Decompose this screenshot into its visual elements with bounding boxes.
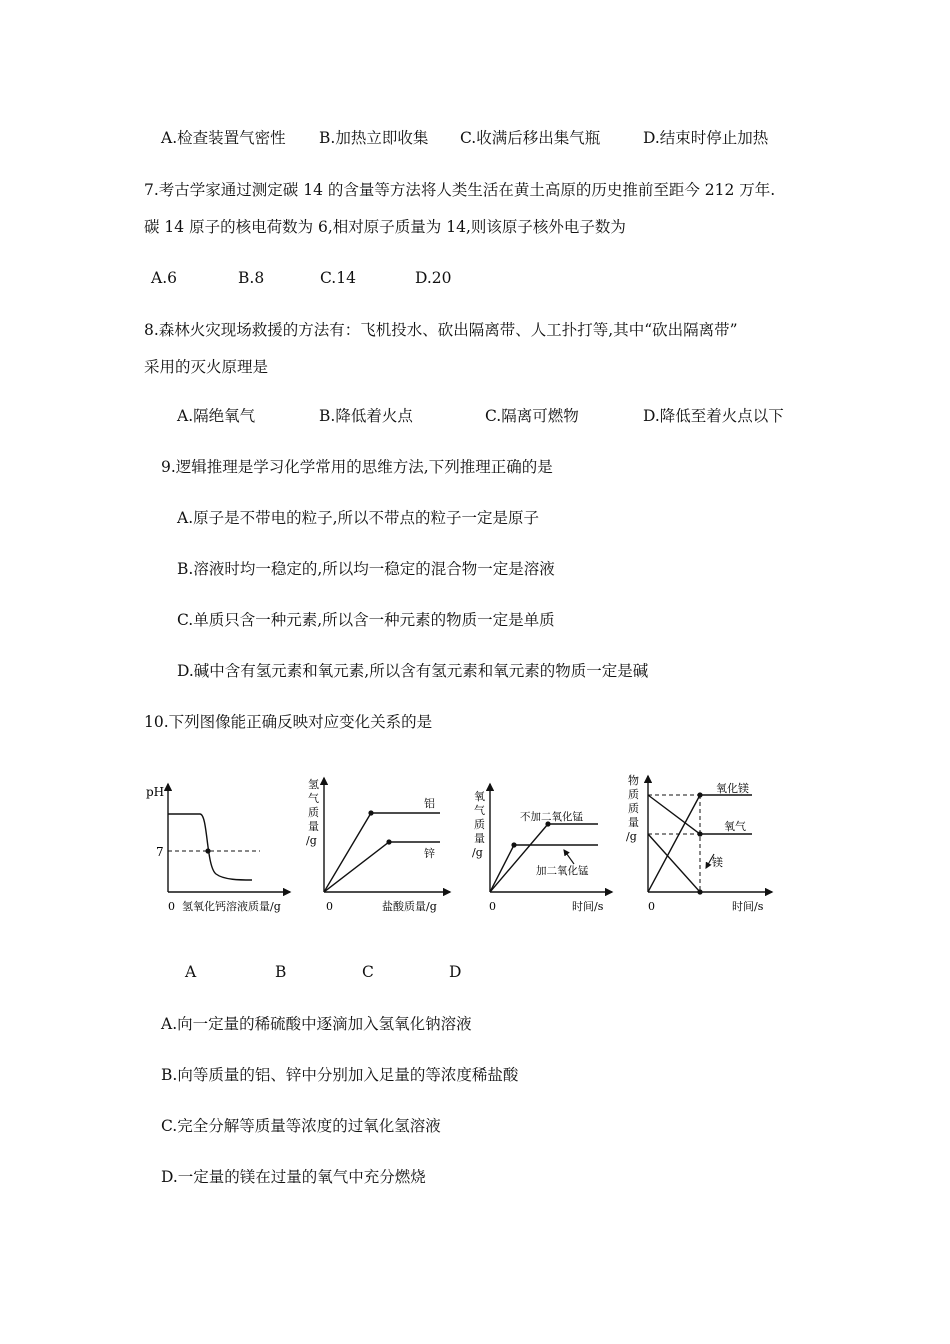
q9-option-a: A.原子是不带电的粒子,所以不带点的粒子一定是原子 — [177, 509, 540, 527]
graph-b-y-label-2: 气 — [308, 792, 319, 805]
q7-option-a: A.6 — [151, 269, 177, 287]
q9-option-b: B.溶液时均一稳定的,所以均一稳定的混合物一定是溶液 — [177, 560, 555, 578]
graph-b-point-zn — [386, 839, 391, 844]
graph-letter-a: A — [185, 963, 197, 981]
graph-b-series-al: 铝 — [424, 797, 435, 810]
graph-b-line-al — [324, 813, 440, 892]
q10-stem: 10.下列图像能正确反映对应变化关系的是 — [144, 713, 433, 731]
q6-option-c: C.收满后移出集气瓶 — [460, 129, 601, 147]
graph-c-series-no-mno2: 不加二氧化锰 — [520, 811, 583, 823]
graph-b-x-label: 盐酸质量/g — [382, 900, 437, 913]
graph-c-arrow — [564, 850, 574, 864]
graph-b-origin: 0 — [326, 900, 333, 913]
q6-option-b: B.加热立即收集 — [319, 129, 429, 147]
graph-b-y-label-3: 质 — [308, 806, 319, 819]
graph-d-series-mgo: 氧化镁 — [716, 782, 749, 795]
graph-c-origin: 0 — [489, 900, 496, 913]
graph-b-y-label-5: /g — [306, 834, 317, 847]
graph-a-curve — [168, 814, 252, 880]
graph-d-point-mgo — [697, 792, 702, 797]
graph-c-y-label-5: /g — [472, 846, 483, 859]
q8-option-a: A.隔绝氧气 — [177, 407, 256, 425]
graph-c — [462, 770, 622, 920]
graph-c-y-label-1: 氧 — [474, 790, 485, 803]
q9-option-c: C.单质只含一种元素,所以含一种元素的物质一定是单质 — [177, 611, 555, 629]
q8-stem-line1: 8.森林火灾现场救援的方法有：飞机投水、砍出隔离带、人工扑打等,其中“砍出隔离带” — [144, 321, 738, 339]
graph-c-y-label-4: 量 — [474, 832, 485, 845]
graph-a-x-label: 氢氧化钙溶液质量/g — [182, 900, 281, 913]
graph-b-y-label-4: 量 — [308, 820, 319, 833]
q10-option-d: D.一定量的镁在过量的氧气中充分燃烧 — [161, 1168, 426, 1186]
graph-b-y-label-1: 氢 — [308, 778, 319, 791]
graph-c-line-no-mno2 — [490, 824, 598, 892]
graph-c-point-mno2 — [511, 842, 516, 847]
q8-option-d: D.降低至着火点以下 — [643, 407, 784, 425]
graph-d-origin: 0 — [648, 900, 655, 913]
q10-option-c: C.完全分解等质量等浓度的过氧化氢溶液 — [161, 1117, 441, 1135]
q7-stem-line1: 7.考古学家通过测定碳 14 的含量等方法将人类生活在黄土高原的历史推前至距今 212 万年. — [144, 181, 776, 199]
q9-stem: 9.逻辑推理是学习化学常用的思维方法,下列推理正确的是 — [161, 458, 553, 476]
graph-c-x-label: 时间/s — [572, 900, 604, 913]
graph-c-y-label-2: 气 — [474, 804, 485, 817]
graph-a-y-tick: 7 — [156, 845, 164, 859]
q9-option-d: D.碱中含有氢元素和氧元素,所以含有氢元素和氧元素的物质一定是碱 — [177, 662, 649, 680]
graph-d-series-mg: 镁 — [712, 856, 723, 869]
q7-stem-line2: 碳 14 原子的核电荷数为 6,相对原子质量为 14,则该原子核外电子数为 — [144, 218, 626, 236]
graph-d-x-label: 时间/s — [732, 900, 764, 913]
q8-stem-line2: 采用的灭火原理是 — [144, 358, 269, 376]
graph-a — [140, 770, 300, 920]
graph-b-line-zn — [324, 842, 440, 892]
graph-a-origin: 0 — [168, 900, 175, 913]
q6-option-a: A.检查装置气密性 — [161, 129, 286, 147]
graph-d-y-label-3: 质 — [628, 802, 639, 815]
graph-d-y-label-4: 量 — [628, 816, 639, 829]
graph-d-y-label-5: /g — [626, 830, 637, 843]
q8-option-c: C.隔离可燃物 — [485, 407, 579, 425]
q8-option-b: B.降低着火点 — [319, 407, 413, 425]
graph-letter-d: D — [449, 963, 462, 981]
q7-option-d: D.20 — [415, 269, 452, 287]
graph-b-point-al — [368, 810, 373, 815]
q10-option-a: A.向一定量的稀硫酸中逐滴加入氢氧化钠溶液 — [161, 1015, 472, 1033]
graph-letter-c: C — [362, 963, 374, 981]
graph-d-series-o2: 氧气 — [724, 820, 746, 833]
q10-option-b: B.向等质量的铝、锌中分别加入足量的等浓度稀盐酸 — [161, 1066, 519, 1084]
graph-a-point — [205, 848, 210, 853]
graph-d-point-o2 — [697, 831, 702, 836]
graph-d — [622, 770, 782, 920]
graph-b — [300, 770, 460, 920]
graph-letter-b: B — [275, 963, 287, 981]
q7-option-b: B.8 — [238, 269, 265, 287]
graph-c-series-mno2: 加二氧化锰 — [536, 865, 589, 877]
graph-b-series-zn: 锌 — [424, 847, 435, 860]
q6-option-d: D.结束时停止加热 — [643, 129, 769, 147]
graph-d-y-label-2: 质 — [628, 788, 639, 801]
graph-d-y-label-1: 物 — [628, 774, 639, 787]
graph-d-point-mg — [697, 889, 702, 894]
graph-c-y-label-3: 质 — [474, 818, 485, 831]
graph-a-y-label: pH — [146, 785, 165, 799]
q7-option-c: C.14 — [320, 269, 356, 287]
